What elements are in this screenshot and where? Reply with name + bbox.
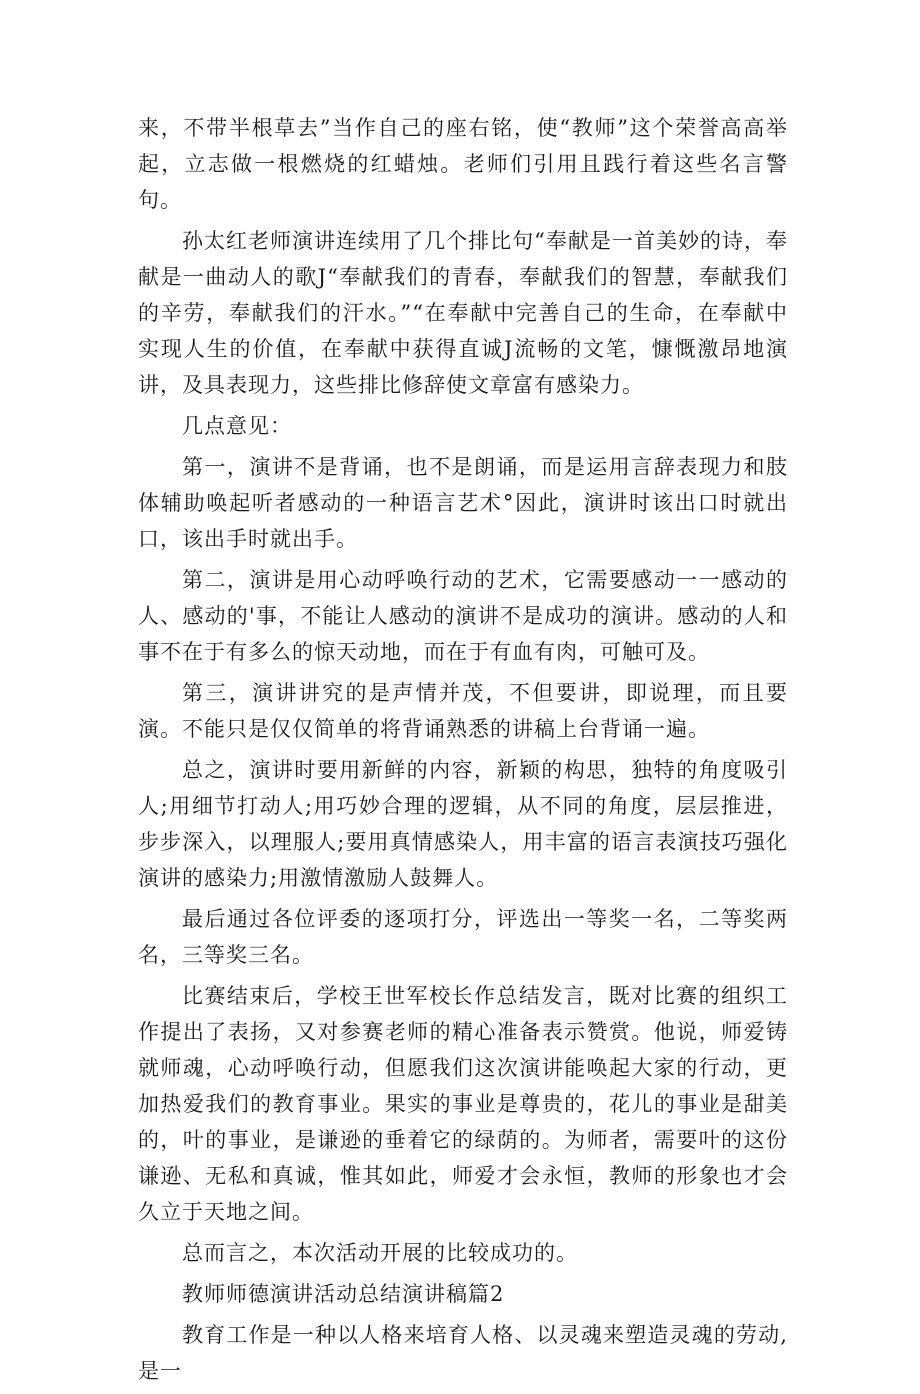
document-body xyxy=(138,110,788,1394)
paragraph-summary: 总之，演讲时要用新鲜的内容，新颖的构思，独特的角度吸引人;用细节打动人;用巧妙合理的逻辑，从不同的角度，层层推进，步步深入，以理服人;要用真情感染人，用丰富的语言表演技巧强化演讲的感染力;用激情激励人鼓舞人。 xyxy=(138,758,788,890)
paragraph-awards: 最后通过各位评委的逐项打分，评选出一等奖一名，二等奖两名，三等奖三名。 xyxy=(138,907,788,967)
section-title: 教师师德演讲活动总结演讲稿篇2 xyxy=(182,1282,505,1306)
paragraph-section-start: 教育工作是一种以人格来培育人格、以灵魂来塑造灵魂的劳动,是一 xyxy=(138,1323,788,1383)
paragraph-principal-speech: 比赛结束后，学校王世军校长作总结发言，既对比赛的组织工作提出了表扬，又对参赛老师的精心准备表示赞赏。他说，师爱铸就师魂，心动呼唤行动，但愿我们这次演讲能唤起大家的行动，更加热爱我们的教育事业。果实的事业是尊贵的，花儿的事业是甜美的，叶的事业，是谦逊的垂着它的绿荫的。为师者，需要叶的这份谦逊、无私和真诚，惟其如此，师爱才会永恒，教师的形象也才会久立于天地之间。 xyxy=(138,984,788,1224)
paragraph-point-three: 第三，演讲讲究的是声情并茂，不但要讲，即说理，而且要演。不能只是仅仅简单的将背诵熟悉的讲稿上台背诵一遍。 xyxy=(138,681,788,741)
paragraph-parallelism: 孙太红老师演讲连续用了几个排比句“奉献是一首美妙的诗，奉献是一曲动人的歌J“奉献我们的青春，奉献我们的智慧，奉献我们的辛劳，奉献我们的汗水。”“在奉献中完善自己的生命，在奉献中实现人生的价值，在奉献中获得直诚J流畅的文笔，慷慨激昂地演讲，及具表现力，这些排比修辞使文章富有感染力。 xyxy=(138,229,788,397)
paragraph-conclusion: 总而言之，本次活动开展的比较成功的。 xyxy=(182,1241,578,1265)
paragraph-point-two: 第二，演讲是用心动呼唤行动的艺术，它需要感动一一感动的人、感动的'事，不能让人感动的演讲不是成功的演讲。感动的人和事不在于有多么的惊天动地，而在于有血有肉，可触可及。 xyxy=(138,568,788,664)
paragraph-point-one: 第一，演讲不是背诵，也不是朗诵，而是运用言辞表现力和肢体辅助唤起听者感动的一种语言艺术°因此，演讲时该出口时就出口，该出手时就出手。 xyxy=(138,455,788,551)
paragraph-opinions-heading: 几点意见： xyxy=(182,414,292,438)
paragraph-continuation: 来，不带半根草去”当作自己的座右铭，使“教师”这个荣誉高高举起，立志做一根燃烧的红蜡烛。老师们引用且践行着这些名言警句。 xyxy=(138,116,788,212)
